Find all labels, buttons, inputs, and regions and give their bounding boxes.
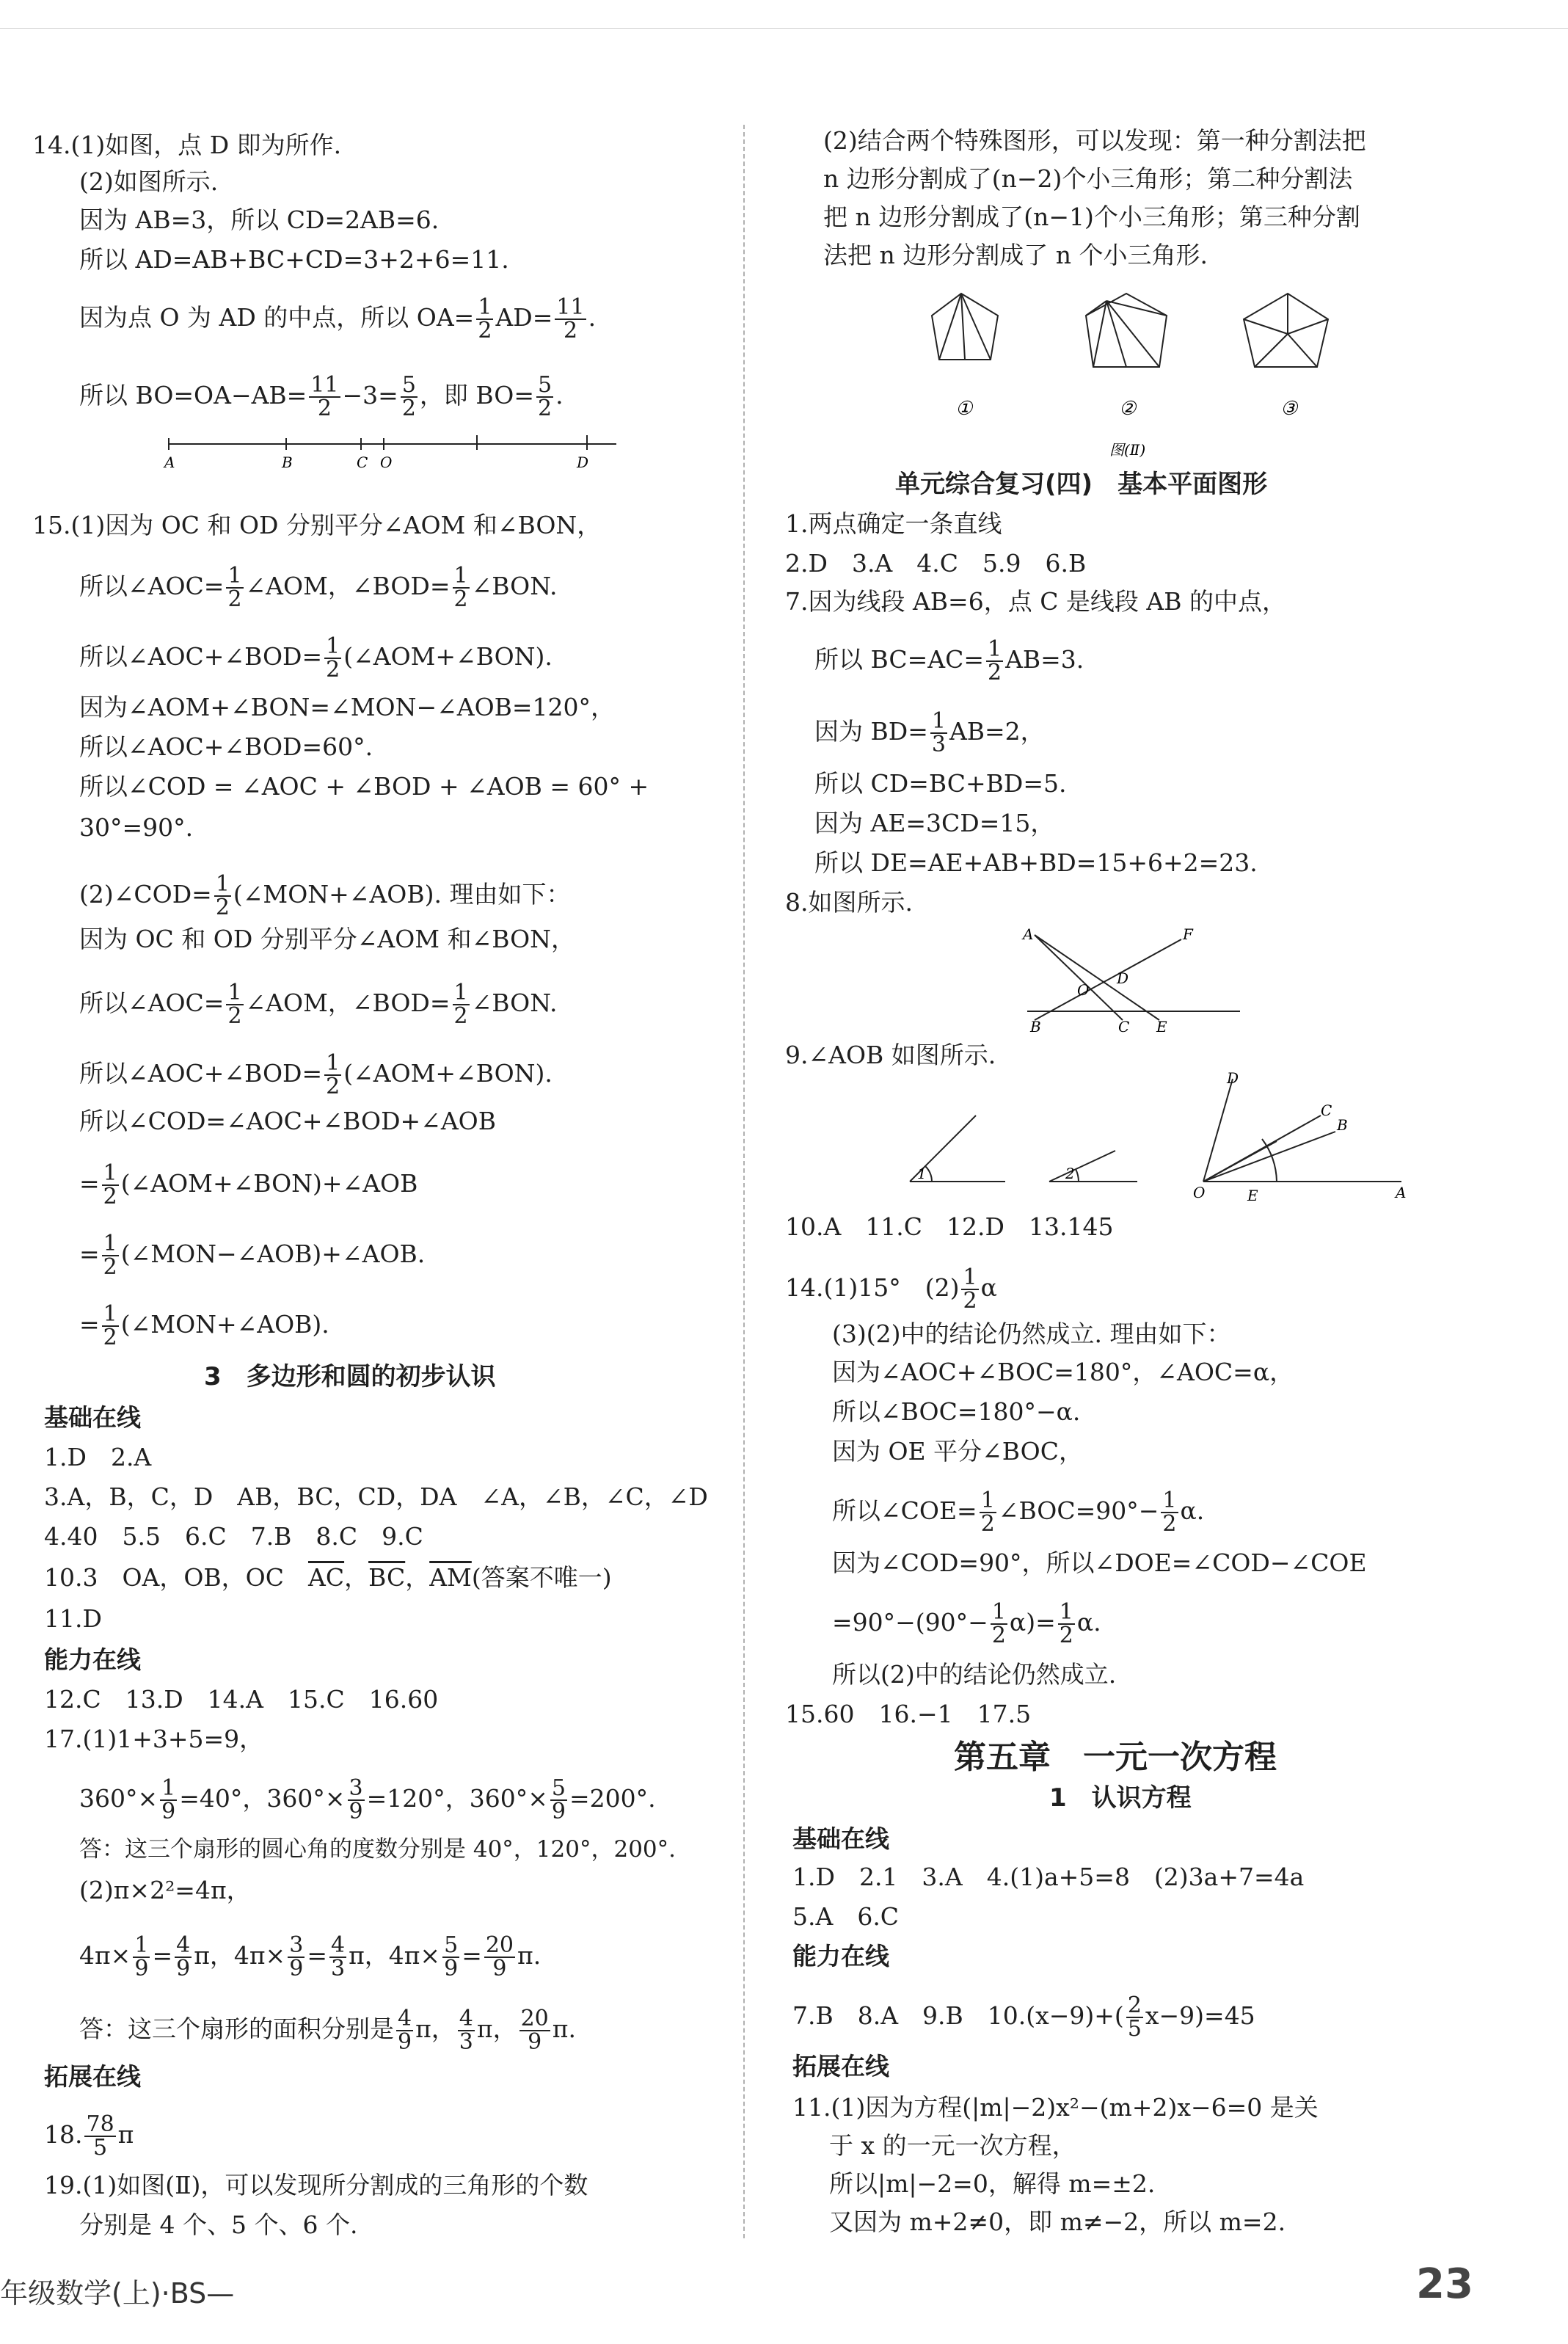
ch5-heading-basic: 基础在线	[792, 1824, 889, 1853]
heading-expand: 拓展在线	[44, 2062, 141, 2091]
sec3-a19-line2: 分别是 4 个、5 个、6 个.	[79, 2210, 358, 2239]
review4-a14-line6: 所以∠COE= $\frac{1}{2}$ ∠BOC=90°− $\frac{1}{2}$ α.	[832, 1488, 1205, 1537]
fig-label-2: ②	[1119, 398, 1137, 420]
svg-text:D: D	[1117, 969, 1129, 987]
column-separator	[743, 125, 745, 2238]
fraction: $\frac{5}{9}$	[551, 1775, 566, 1824]
fig-label-3: ③	[1280, 398, 1298, 420]
review4-a14-line3: 因为∠AOC+∠BOC=180°，∠AOC=α，	[832, 1358, 1294, 1386]
sec3-a17-line4: (2)π×2²=4π，	[79, 1876, 251, 1904]
q15-line14: = $\frac{1}{2}$ (∠MON−∠AOB)+∠AOB.	[79, 1231, 426, 1280]
q14-line6-text-b: −3=	[342, 381, 398, 410]
arc-label: $\overline{BC}$	[368, 1563, 406, 1592]
review4-a10: 10.A 11.C 12.D 13.145	[785, 1212, 1114, 1241]
fraction: $\frac{4}{9}$	[176, 1932, 191, 1981]
ch5-a1: 1.D 2.1 3.A 4.(1)a+5=8 (2)3a+7=4a	[792, 1863, 1305, 1891]
review4-a14: 14.(1)15° (2) $\frac{1}{2}$ α	[785, 1264, 997, 1314]
q15-line9: 因为 OC 和 OD 分别平分∠AOM 和∠BON，	[79, 925, 576, 953]
fraction: $\frac{1}{2}$	[991, 1599, 1006, 1648]
q14-line5-text-a: 因为点 O 为 AD 的中点，所以 OA=	[79, 303, 475, 332]
label-B: B	[282, 454, 293, 471]
q14-line6-text-c: ，即 BO=	[419, 381, 534, 410]
fraction: $\frac{1}{2}$	[227, 980, 242, 1029]
fraction: $\frac{4}{9}$	[398, 2006, 412, 2055]
svg-text:C: C	[1118, 1018, 1130, 1035]
heading-ability: 能力在线	[44, 1645, 141, 1674]
label-A: A	[164, 454, 175, 471]
section3-title: 3 多边形和圆的初步认识	[204, 1362, 496, 1391]
fig-label-1: ①	[955, 398, 973, 420]
review4-a9: 9.∠AOB 如图所示.	[785, 1041, 996, 1069]
sec3-a10: 10.3 OA，OB，OC $\overline{AC}$，$\overline{BC}$，$\overline{AM}$(答案不唯一)	[44, 1563, 612, 1592]
pentagon-3	[1244, 294, 1328, 367]
ch5-a11-line2: 于 x 的一元一次方程，	[829, 2131, 1076, 2160]
q14-line2: (2)如图所示.	[79, 167, 219, 196]
svg-text:E: E	[1156, 1018, 1167, 1035]
fraction: $\frac{1}{2}$	[1059, 1599, 1073, 1648]
review4-a14-line2: (3)(2)中的结论仍然成立. 理由如下：	[832, 1320, 1231, 1348]
sec3-a3: 3.A，B，C，D AB，BC，CD，DA ∠A，∠B，∠C，∠D	[44, 1482, 708, 1511]
ch5-heading-ability: 能力在线	[792, 1942, 889, 1970]
sec3-a17-line3: 答：这三个扇形的圆心角的度数分别是 40°，120°，200°.	[79, 1836, 676, 1863]
fraction: $\frac{1}{2}$	[980, 1488, 995, 1537]
review4-a2: 2.D 3.A 4.C 5.9 6.B	[785, 549, 1087, 578]
sec3-a12: 12.C 13.D 14.A 15.C 16.60	[44, 1685, 439, 1714]
ch5-heading-expand: 拓展在线	[792, 2052, 889, 2081]
svg-text:F: F	[1183, 925, 1193, 943]
review4-a14-line7: 因为∠COD=90°，所以∠DOE=∠COD−∠COE	[832, 1548, 1367, 1577]
review4-a7-line6: 所以 DE=AE+AB+BD=15+6+2=23.	[814, 848, 1258, 877]
figure-q8-lines	[1020, 925, 1255, 1035]
fraction: $\frac{4}{3}$	[330, 1932, 346, 1981]
svg-text:1: 1	[917, 1165, 927, 1182]
svg-text:A: A	[1396, 1184, 1407, 1201]
q19b-line3: 把 n 边形分割成了(n−1)个小三角形；第三种分割	[823, 203, 1360, 231]
figure-q9-angles	[895, 1071, 1423, 1204]
sec3-a17: 17.(1)1+3+5=9，	[44, 1725, 264, 1753]
svg-text:2: 2	[1065, 1165, 1075, 1182]
sec3-a17-line6: 答：这三个扇形的面积分别是 $\frac{4}{9}$ π， $\frac{4}{3}$ π， $\frac{20}{9}$ π.	[79, 2006, 576, 2055]
q15-line10: 所以∠AOC= $\frac{1}{2}$ ∠AOM，∠BOD= $\frac{1}{2}$ ∠BON.	[79, 980, 558, 1029]
sec3-a1: 1.D 2.A	[44, 1443, 152, 1471]
q14-line5-text-b: AD=	[495, 303, 553, 332]
fraction: $\frac{1}{3}$	[931, 708, 946, 757]
q14-line6-text-a: 所以 BO=OA−AB=	[79, 381, 307, 410]
ch5-a7: 7.B 8.A 9.B 10.(x−9)+( $\frac{2}{5}$ x−9)=45	[792, 1992, 1255, 2042]
fraction: $\frac{1}{2}$	[326, 1050, 340, 1099]
review4-a14-line5: 因为 OE 平分∠BOC，	[832, 1437, 1083, 1466]
review4-a7-line1: 7.因为线段 AB=6，点 C 是线段 AB 的中点，	[785, 587, 1286, 616]
fraction: $\frac{1}{2}$	[103, 1160, 117, 1209]
fraction: $\frac{4}{3}$	[459, 2006, 473, 2055]
page-number: 23	[1416, 2260, 1473, 2308]
svg-text:D: D	[1227, 1071, 1239, 1087]
q15-line11: 所以∠AOC+∠BOD= $\frac{1}{2}$ (∠AOM+∠BON).	[79, 1050, 553, 1099]
q15-line3: 所以∠AOC+∠BOD= $\frac{1}{2}$ (∠AOM+∠BON).	[79, 633, 553, 683]
q14-line4: 所以 AD=AB+BC+CD=3+2+6=11.	[79, 245, 509, 274]
q14-line1: 14.(1)如图，点 D 即为所作.	[32, 131, 342, 159]
q14-number-line-figure	[161, 429, 631, 473]
q15-line8: (2)∠COD= $\frac{1}{2}$ (∠MON+∠AOB). 理由如下：	[79, 871, 571, 920]
fraction: $\frac{3}{9}$	[349, 1775, 363, 1824]
fraction: $\frac{1}{2}$	[963, 1264, 977, 1314]
pentagon-2	[1086, 294, 1167, 367]
q19b-line1: (2)结合两个特殊图形，可以发现：第一种分割法把	[823, 126, 1366, 155]
fraction: $\frac{1}{2}$	[478, 294, 492, 343]
fraction: $\frac{5}{2}$	[537, 372, 553, 421]
label-C: C	[357, 454, 368, 471]
svg-text:E: E	[1247, 1187, 1258, 1204]
svg-text:O: O	[1193, 1184, 1206, 1201]
label-D: D	[577, 454, 589, 471]
review4-a14-line8: =90°−(90°− $\frac{1}{2}$ α)= $\frac{1}{2}$ α.	[832, 1599, 1101, 1648]
svg-text:B: B	[1337, 1116, 1348, 1134]
q19b-line4: 法把 n 边形分割成了 n 个小三角形.	[823, 241, 1208, 269]
fraction: $\frac{1}{2}$	[103, 1231, 117, 1280]
q15-line4: 因为∠AOM+∠BON=∠MON−∠AOB=120°，	[79, 693, 616, 721]
fraction: $\frac{11}{2}$	[556, 294, 585, 343]
fraction: $\frac{1}{9}$	[161, 1775, 176, 1824]
ch5-a11-line1: 11.(1)因为方程(|m|−2)x²−(m+2)x−6=0 是关	[792, 2093, 1319, 2122]
fraction: $\frac{1}{2}$	[453, 980, 468, 1029]
fraction: $\frac{5}{9}$	[444, 1932, 459, 1981]
ch5-a5: 5.A 6.C	[792, 1902, 900, 1931]
q14-line3: 因为 AB=3，所以 CD=2AB=6.	[79, 205, 440, 234]
top-rule	[0, 28, 1568, 29]
fraction: $\frac{1}{2}$	[987, 636, 1002, 685]
footer-book-title: 年级数学(上)·BS—	[0, 2277, 235, 2310]
chapter5-title: 第五章 一元一次方程	[954, 1739, 1277, 1776]
review4-a15: 15.60 16.−1 17.5	[785, 1700, 1032, 1728]
fraction: $\frac{1}{2}$	[215, 871, 230, 920]
q19b-line2: n 边形分割成了(n−2)个小三角形；第二种分割法	[823, 164, 1353, 193]
q15-line2: 所以∠AOC= $\frac{1}{2}$ ∠AOM，∠BOD= $\frac{1}{2}$ ∠BON.	[79, 563, 558, 612]
svg-text:O: O	[1077, 981, 1090, 999]
fraction: $\frac{3}{9}$	[289, 1932, 304, 1981]
sec3-a17-line5: 4π× $\frac{1}{9}$ = $\frac{4}{9}$ π，4π× $\frac{3}{9}$ = $\frac{4}{3}$ π，4π× $\frac{5}{9}$ = $\frac{20}{9}$ π.	[79, 1932, 541, 1981]
sec3-a4: 4.40 5.5 6.C 7.B 8.C 9.C	[44, 1522, 423, 1551]
chapter5-subtitle: 1 认识方程	[1049, 1783, 1192, 1813]
review4-a7-line4: 所以 CD=BC+BD=5.	[814, 769, 1067, 798]
ch5-a11-line3: 所以|m|−2=0，解得 m=±2.	[829, 2169, 1156, 2198]
review4-a7-line2: 所以 BC=AC= $\frac{1}{2}$ AB=3.	[814, 636, 1084, 685]
fraction: $\frac{2}{5}$	[1127, 1992, 1142, 2042]
review4-a1: 1.两点确定一条直线	[785, 509, 1002, 538]
q15-line1: 15.(1)因为 OC 和 OD 分别平分∠AOM 和∠BON，	[32, 511, 602, 539]
q15-line5: 所以∠AOC+∠BOD=60°.	[79, 732, 373, 761]
review4-a14-line9: 所以(2)中的结论仍然成立.	[832, 1660, 1117, 1689]
q15-line7: 30°=90°.	[79, 813, 194, 842]
label-O: O	[380, 454, 393, 471]
arc-label: $\overline{AM}$	[429, 1563, 472, 1592]
fraction: $\frac{11}{2}$	[310, 372, 339, 421]
figure-polygon-divisions	[917, 286, 1431, 462]
q14-line6: 所以 BO=OA−AB= $\frac{11}{2}$ −3= $\frac{5}{2}$ ，即 BO= $\frac{5}{2}$ .	[79, 372, 564, 421]
sec3-a17-line2: 360°× $\frac{1}{9}$ =40°，360°× $\frac{3}{9}$ =120°，360°× $\frac{5}{9}$ =200°.	[79, 1775, 656, 1824]
fraction: $\frac{20}{9}$	[485, 1932, 514, 1981]
sec3-a11: 11.D	[44, 1604, 102, 1633]
review4-a7-line3: 因为 BD= $\frac{1}{3}$ AB=2，	[814, 708, 1045, 757]
fraction: $\frac{1}{2}$	[227, 563, 242, 612]
ch5-a11-line4: 又因为 m+2≠0，即 m≠−2，所以 m=2.	[829, 2207, 1286, 2236]
fig-caption: 图(Ⅱ)	[1109, 441, 1146, 459]
q14-line5: 因为点 O 为 AD 的中点，所以 OA= $\frac{1}{2}$ AD= $\frac{11}{2}$ .	[79, 294, 597, 343]
fraction: $\frac{1}{2}$	[453, 563, 468, 612]
fraction: $\frac{1}{9}$	[134, 1932, 149, 1981]
sec3-a18: 18. $\frac{78}{5}$ π	[44, 2111, 134, 2161]
q15-line13: = $\frac{1}{2}$ (∠AOM+∠BON)+∠AOB	[79, 1160, 418, 1209]
svg-text:A: A	[1023, 925, 1034, 943]
q15-line15: = $\frac{1}{2}$ (∠MON+∠AOB).	[79, 1301, 329, 1350]
review4-a8: 8.如图所示.	[785, 888, 913, 917]
svg-text:B: B	[1030, 1018, 1041, 1035]
fraction: $\frac{1}{2}$	[1162, 1488, 1177, 1537]
review4-title: 单元综合复习(四) 基本平面图形	[895, 470, 1268, 499]
svg-text:C: C	[1321, 1102, 1332, 1119]
pentagon-1	[932, 294, 998, 360]
review4-a7-line5: 因为 AE=3CD=15，	[814, 809, 1055, 837]
review4-a14-line4: 所以∠BOC=180°−α.	[832, 1397, 1081, 1426]
fraction: $\frac{20}{9}$	[520, 2006, 549, 2055]
heading-basic: 基础在线	[44, 1403, 141, 1432]
arc-label: $\overline{AC}$	[307, 1563, 345, 1592]
fraction: $\frac{5}{2}$	[401, 372, 416, 421]
fraction: $\frac{78}{5}$	[86, 2111, 114, 2161]
q15-line6: 所以∠COD = ∠AOC + ∠BOD + ∠AOB = 60° +	[79, 772, 649, 801]
q15-line12: 所以∠COD=∠AOC+∠BOD+∠AOB	[79, 1107, 496, 1135]
fraction: $\frac{1}{2}$	[103, 1301, 117, 1350]
sec3-a19-line1: 19.(1)如图(Ⅱ)，可以发现所分割成的三角形的个数	[44, 2171, 588, 2199]
fraction: $\frac{1}{2}$	[326, 633, 340, 683]
